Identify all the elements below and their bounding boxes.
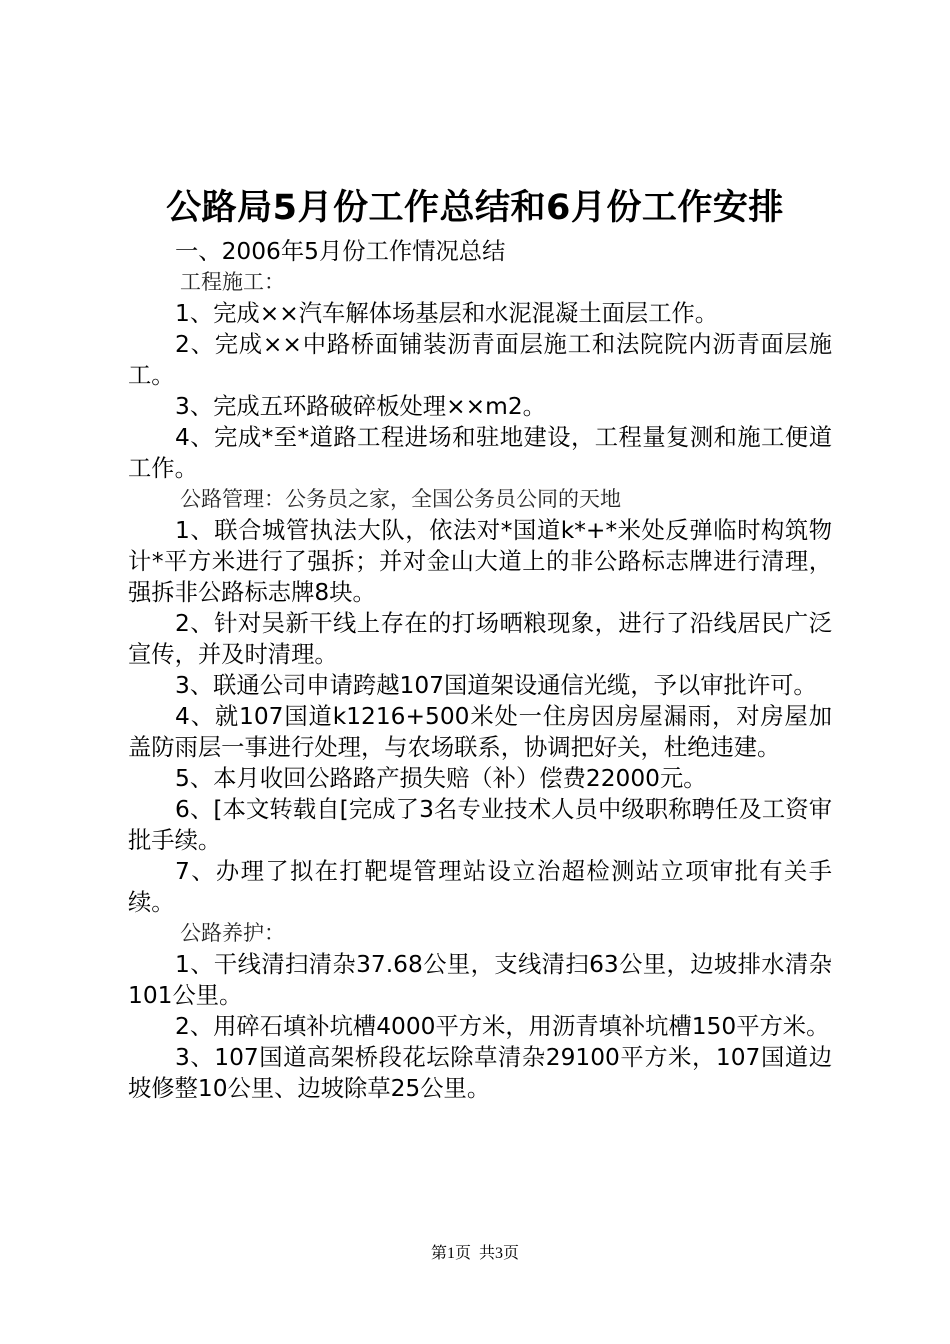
management-item: 2、针对吴新干线上存在的打场晒粮现象，进行了沿线居民广泛宣传，并及时清理。 xyxy=(128,610,832,668)
management-item: 6、[本文转载自[完成了3名专业技术人员中级职称聘任及工资审批手续。 xyxy=(128,796,832,854)
engineering-item: 1、完成××汽车解体场基层和水泥混凝土面层工作。 xyxy=(175,300,719,327)
management-item: 7、办理了拟在打靶堤管理站设立治超检测站立项审批有关手续。 xyxy=(128,858,832,916)
engineering-item: 3、完成五环路破碎板处理××m2。 xyxy=(175,393,546,420)
page-total: 共3页 xyxy=(479,1245,520,1262)
engineering-item: 4、完成*至*道路工程进场和驻地建设，工程量复测和施工便道工作。 xyxy=(128,424,832,482)
maintenance-item: 2、用碎石填补坑槽4000平方米，用沥青填补坑槽150平方米。 xyxy=(175,1013,830,1040)
section-heading-summary: 一、2006年5月份工作情况总结 xyxy=(175,238,506,265)
document-body xyxy=(128,236,832,1104)
page-number: 第1页 xyxy=(430,1245,471,1262)
management-item: 4、就107国道k1216+500米处一住房因房屋漏雨，对房屋加盖防雨层一事进行处理，与农场联系，协调把好关，杜绝违建。 xyxy=(128,703,832,761)
engineering-item: 2、完成××中路桥面铺装沥青面层施工和法院院内沥青面层施工。 xyxy=(128,331,832,389)
management-item: 1、联合城管执法大队，依法对*国道k*+*米处反弹临时构筑物计*平方米进行了强拆；并对金山大道上的非公路标志牌进行清理，强拆非公路标志牌8块。 xyxy=(128,517,832,606)
maintenance-item: 3、107国道高架桥段花坛除草清杂29100平方米，107国道边坡修整10公里、边坡除草25公里。 xyxy=(128,1044,832,1102)
section-heading-engineering: 工程施工： xyxy=(180,270,285,294)
management-item: 3、联通公司申请跨越107国道架设通信光缆，予以审批许可。 xyxy=(175,672,817,699)
section-heading-management: 公路管理：公务员之家，全国公务员公同的天地 xyxy=(180,487,621,511)
document-title: 公路局5月份工作总结和6月份工作安排 xyxy=(166,188,784,228)
page-footer xyxy=(0,1244,950,1264)
management-item: 5、本月收回公路路产损失赔（补）偿费22000元。 xyxy=(175,765,707,792)
section-heading-maintenance: 公路养护： xyxy=(180,921,285,945)
maintenance-item: 1、干线清扫清杂37.68公里，支线清扫63公里，边坡排水清杂101公里。 xyxy=(128,951,832,1009)
